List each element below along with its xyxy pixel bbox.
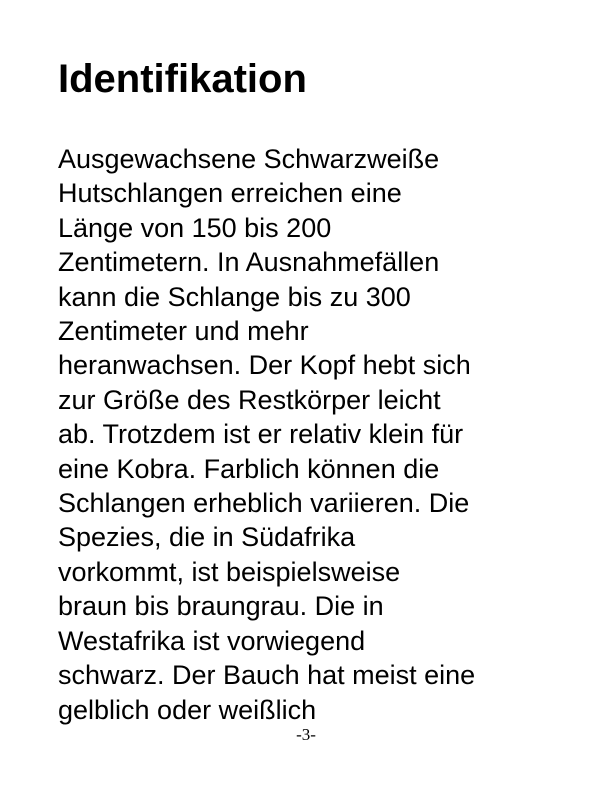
text-line: Zentimeter und mehr: [58, 316, 309, 347]
text-line: heranwachsen. Der Kopf hebt sich: [58, 350, 471, 381]
text-line: eine Kobra. Farblich können die: [58, 453, 440, 484]
body-paragraph: [58, 142, 475, 727]
text-line: Schlangen erheblich variieren. Die: [58, 488, 470, 519]
text-line: gelblich oder weißlich: [58, 694, 317, 725]
text-line: Spezies, die in Südafrika: [58, 522, 356, 553]
page-number: -3-: [296, 725, 316, 744]
text-line: Hutschlangen erreichen eine: [58, 178, 402, 209]
text-line: schwarz. Der Bauch hat meist eine: [58, 660, 476, 691]
text-line: Westafrika ist vorwiegend: [58, 625, 366, 656]
text-line: Ausgewachsene Schwarzweiße: [58, 144, 440, 174]
text-line: ab. Trotzdem ist er relativ klein für: [58, 419, 464, 450]
text-line: Länge von 150 bis 200: [58, 212, 332, 243]
text-line: vorkommt, ist beispielsweise: [58, 556, 401, 587]
page-title: Identifikation: [58, 57, 307, 101]
text-line: braun bis braungrau. Die in: [58, 591, 384, 622]
text-line: zur Größe des Restkörper leicht: [58, 384, 441, 415]
text-line: Zentimetern. In Ausnahmefällen: [58, 247, 440, 278]
text-line: kann die Schlange bis zu 300: [58, 281, 411, 312]
